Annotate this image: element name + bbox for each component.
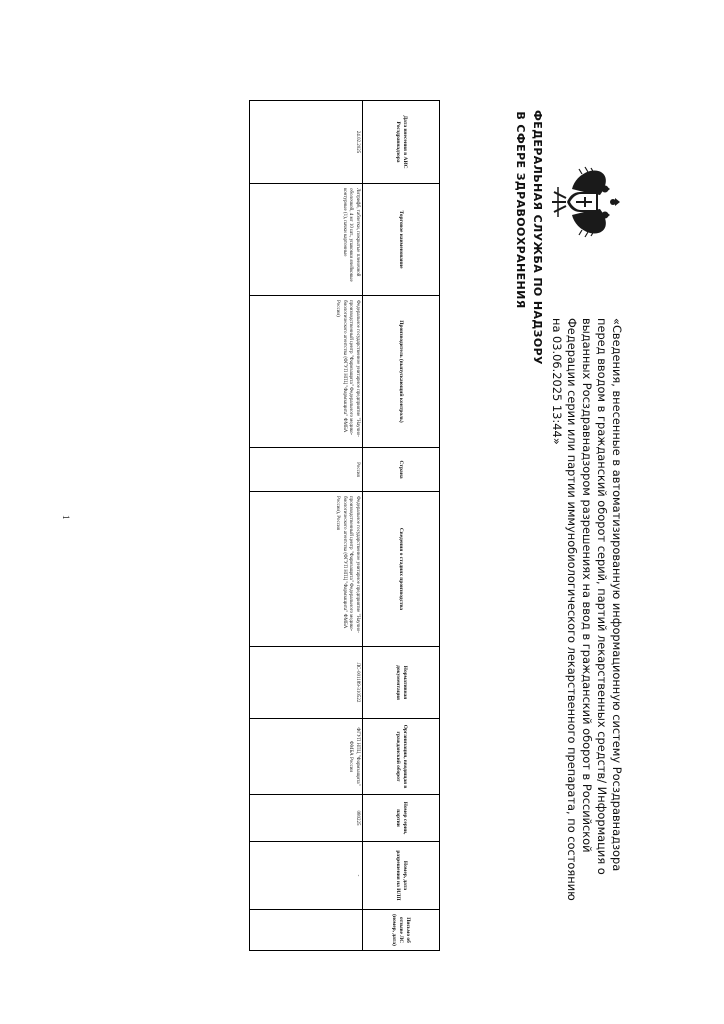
cell-country: Россия	[250, 448, 363, 492]
cell-manufacturer: Федеральное государственное унитарное предприятие "Научно-производственный центр "Фармзащита" Федерального медико-биологического агентства (ФГУП НПЦ "Фармзащита" ФМБА России)	[250, 296, 363, 448]
cell-production-stages: Федеральное государственное унитарное предприятие "Научно-производственный центр "Фармзащита" Федерального медико-биологического агентства (ФГУП НПЦ "Фармзащита" ФМБА России), Россия	[250, 492, 363, 647]
agency-name-line-2: В СФЕРЕ ЗДРАВООХРАНЕНИЯ	[514, 111, 527, 309]
cell-batch: 080225	[250, 795, 363, 842]
column-header-date: Дата внесения в АИС Росздравнадзора	[363, 101, 440, 184]
column-header-trade-name: Торговое наименование	[363, 184, 440, 296]
table-row	[250, 101, 363, 951]
cell-date: 24.02.2025	[250, 101, 363, 184]
column-header-production-stages: Сведения о стадиях производства	[363, 492, 440, 647]
column-header-recall: Письмо об отзыве ЛС (номер, дата)	[363, 910, 440, 951]
records-table	[249, 100, 440, 951]
column-header-regulatory-doc: Нормативная документация	[363, 647, 440, 719]
cell-trade-name: Литрифб, таблетки, покрытые пленочной оболочкой, 4 мг 10 шт., упаковки ячейковые контурные (1), пачки картонные	[250, 184, 363, 296]
page-number: 1	[61, 515, 71, 520]
column-header-batch: Номер серии, партии	[363, 795, 440, 842]
column-header-country: Страна	[363, 448, 440, 492]
cell-organization: ФГУП НПЦ "Фармзащита" ФМБА России	[250, 719, 363, 795]
cell-permit: -	[250, 842, 363, 910]
agency-name	[512, 110, 546, 365]
document-title: «Сведения, внесенные в автоматизированную информационную систему Росздравнадзора перед вводом в гражданский оборот серий, партий лекарственных средств/ Информация о выданных Росздравнадзором разрешениях на ввод в гражданский оборот в Российской Федерации серии или партии иммунобиологического лекарственного препарата, по состоянию на 03.06.2025 13:44»	[550, 318, 624, 901]
column-header-permit: Номер, дата разрешения на ИЛП	[363, 842, 440, 910]
cell-regulatory-doc: ЛС-001189-310522	[250, 647, 363, 719]
double-headed-eagle-emblem-icon	[546, 165, 624, 239]
column-header-manufacturer: Производитель (выпускающий контроль)	[363, 296, 440, 448]
table-header-row	[363, 101, 440, 951]
agency-name-line-1: ФЕДЕРАЛЬНАЯ СЛУЖБА ПО НАДЗОРУ	[531, 110, 544, 365]
column-header-organization: Организация, вводящая в гражданский оборот	[363, 719, 440, 795]
cell-recall	[250, 910, 363, 951]
